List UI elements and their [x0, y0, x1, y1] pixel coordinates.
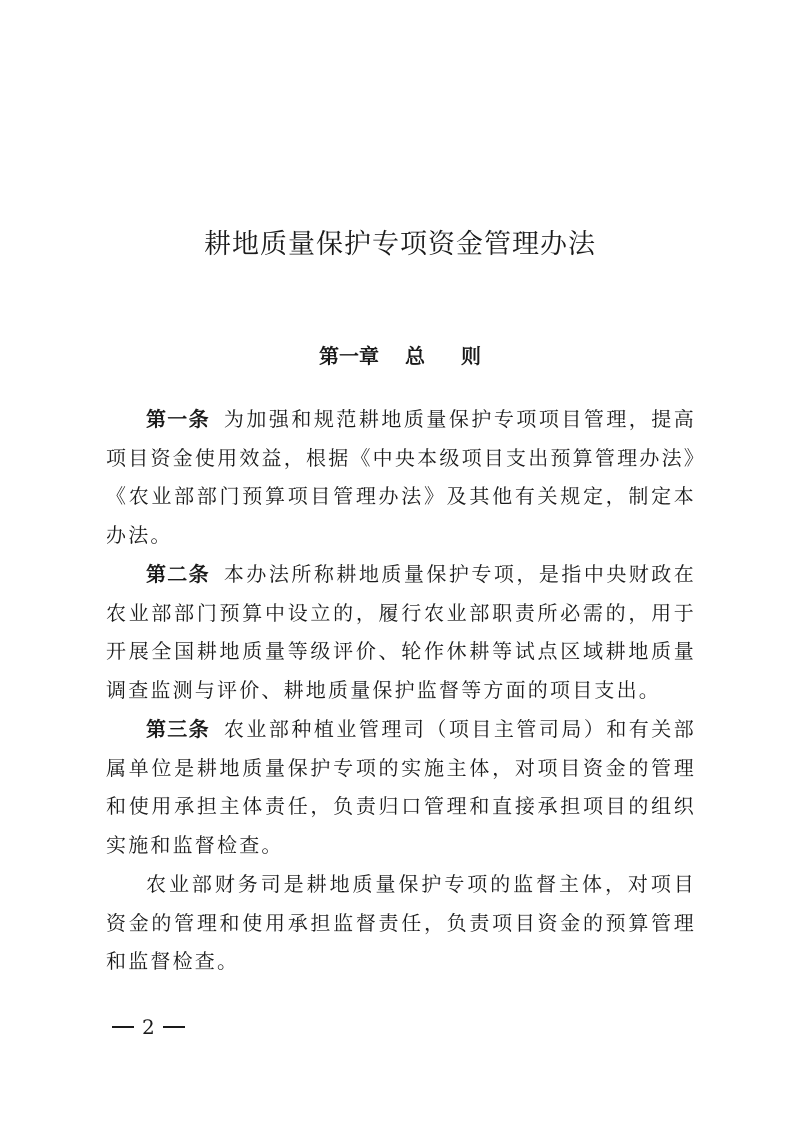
footer-dash-left [112, 1026, 134, 1028]
chapter-name-part1: 总 [405, 344, 425, 368]
body-paragraph [106, 865, 696, 981]
article-label: 第三条 [146, 717, 210, 741]
document-body [106, 400, 696, 982]
footer-dash-right [163, 1026, 185, 1028]
article-text: 农业部种植业管理司（项目主管司局）和有关部属单位是耕地质量保护专项的实施主体，对项目资金的管理和使用承担主体责任，负责归口管理和直接承担项目的组织实施和监督检查。 [106, 717, 697, 857]
article-paragraph [106, 710, 696, 864]
article-paragraph [106, 555, 696, 709]
page-number: 2 [142, 1015, 155, 1039]
chapter-name-part2: 则 [461, 344, 481, 368]
chapter-number: 第一章 [319, 344, 379, 368]
article-text: 本办法所称耕地质量保护专项，是指中央财政在农业部部门预算中设立的，履行农业部职责所必需的，用于开展全国耕地质量等级评价、轮作休耕等试点区域耕地质量调查监测与评价、耕地质量保护监督等方面的项目支出。 [106, 562, 697, 702]
chapter-heading [0, 340, 800, 369]
paragraph-text: 农业部财务司是耕地质量保护专项的监督主体，对项目资金的管理和使用承担监督责任，负责项目资金的预算管理和监督检查。 [106, 872, 696, 973]
article-label: 第一条 [146, 407, 210, 431]
page-footer [112, 1015, 185, 1039]
article-text: 为加强和规范耕地质量保护专项项目管理，提高项目资金使用效益，根据《中央本级项目支出预算管理办法》《农业部部门预算项目管理办法》及其他有关规定，制定本办法。 [106, 407, 697, 547]
article-paragraph [106, 400, 696, 554]
article-label: 第二条 [146, 562, 210, 586]
document-title: 耕地质量保护专项资金管理办法 [204, 229, 596, 260]
